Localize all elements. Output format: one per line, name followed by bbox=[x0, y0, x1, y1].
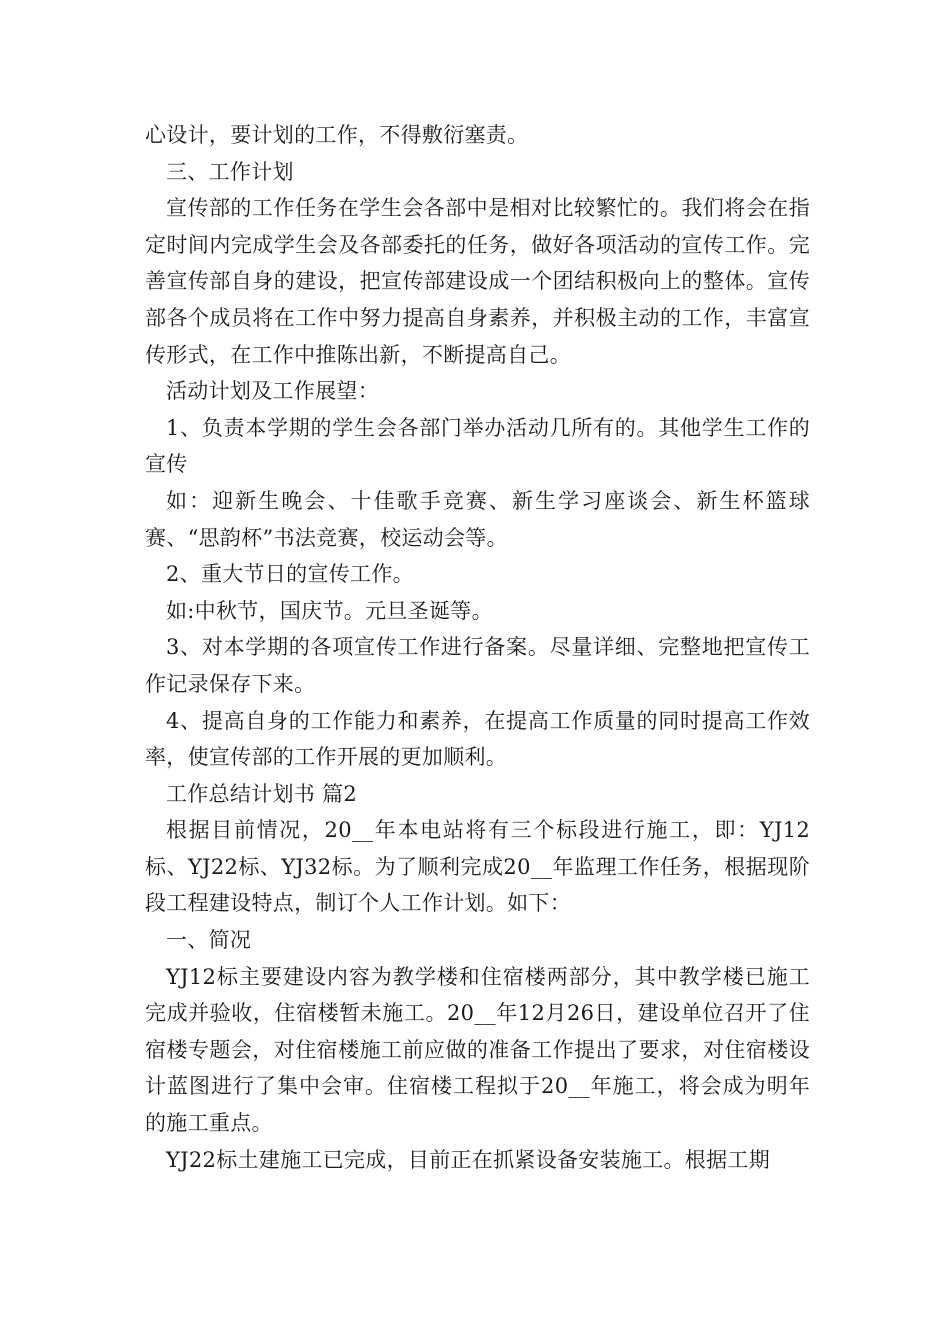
paragraph: 根据目前情况，20__年本电站将有三个标段进行施工，即：YJ12标、YJ22标、YJ32标。为了顺利完成20__年监理工作任务，根据现阶段工程建设特点，制订个人工作计划。如下： bbox=[145, 818, 810, 916]
list-item: 2、重大节日的宣传工作。 bbox=[166, 562, 414, 587]
list-item: 3、对本学期的各项宣传工作进行备案。尽量详细、完整地把宣传工作记录保存下来。 bbox=[145, 635, 810, 696]
section-title: 工作总结计划书 篇2 bbox=[166, 781, 358, 806]
paragraph: 如:中秋节，国庆节。元旦圣诞等。 bbox=[166, 598, 493, 623]
paragraph: 如：迎新生晚会、十佳歌手竞赛、新生学习座谈会、新生杯篮球赛、“思韵杯”书法竞赛，校运动会等。 bbox=[145, 488, 810, 550]
paragraph: YJ12标主要建设内容为教学楼和住宿楼两部分，其中教学楼已施工完成并验收，住宿楼暂未施工。20__年12月26日，建设单位召开了住宿楼专题会，对住宿楼施工前应做的准备工作提出了要求，对住宿楼设计蓝图进行了集中会审。住宿楼工程拟于20__年施工，将会成为明年的施工重点。 bbox=[145, 964, 810, 1136]
document-body bbox=[145, 117, 810, 1178]
paragraph: 心设计，要计划的工作，不得敷衍塞责。 bbox=[145, 123, 529, 147]
section-heading: 一、简况 bbox=[166, 928, 252, 953]
paragraph: 宣传部的工作任务在学生会各部中是相对比较繁忙的。我们将会在指定时间内完成学生会及各部委托的任务，做好各项活动的宣传工作。完善宣传部自身的建设，把宣传部建设成一个团结积极向上的整体。宣传部各个成员将在工作中努力提高自身素养，并积极主动的工作，丰富宣传形式，在工作中推陈出新，不断提高自己。 bbox=[145, 196, 810, 367]
list-item: 1、负责本学期的学生会各部门举办活动几所有的。其他学生工作的宣传 bbox=[145, 415, 810, 477]
subheading: 活动计划及工作展望： bbox=[166, 379, 379, 404]
list-item: 4、提高自身的工作能力和素养，在提高工作质量的同时提高工作效率，使宣传部的工作开展的更加顺利。 bbox=[145, 708, 810, 770]
section-heading: 三、工作计划 bbox=[166, 159, 294, 184]
paragraph: YJ22标土建施工已完成，目前正在抓紧设备安装施工。根据工期 bbox=[166, 1147, 771, 1172]
